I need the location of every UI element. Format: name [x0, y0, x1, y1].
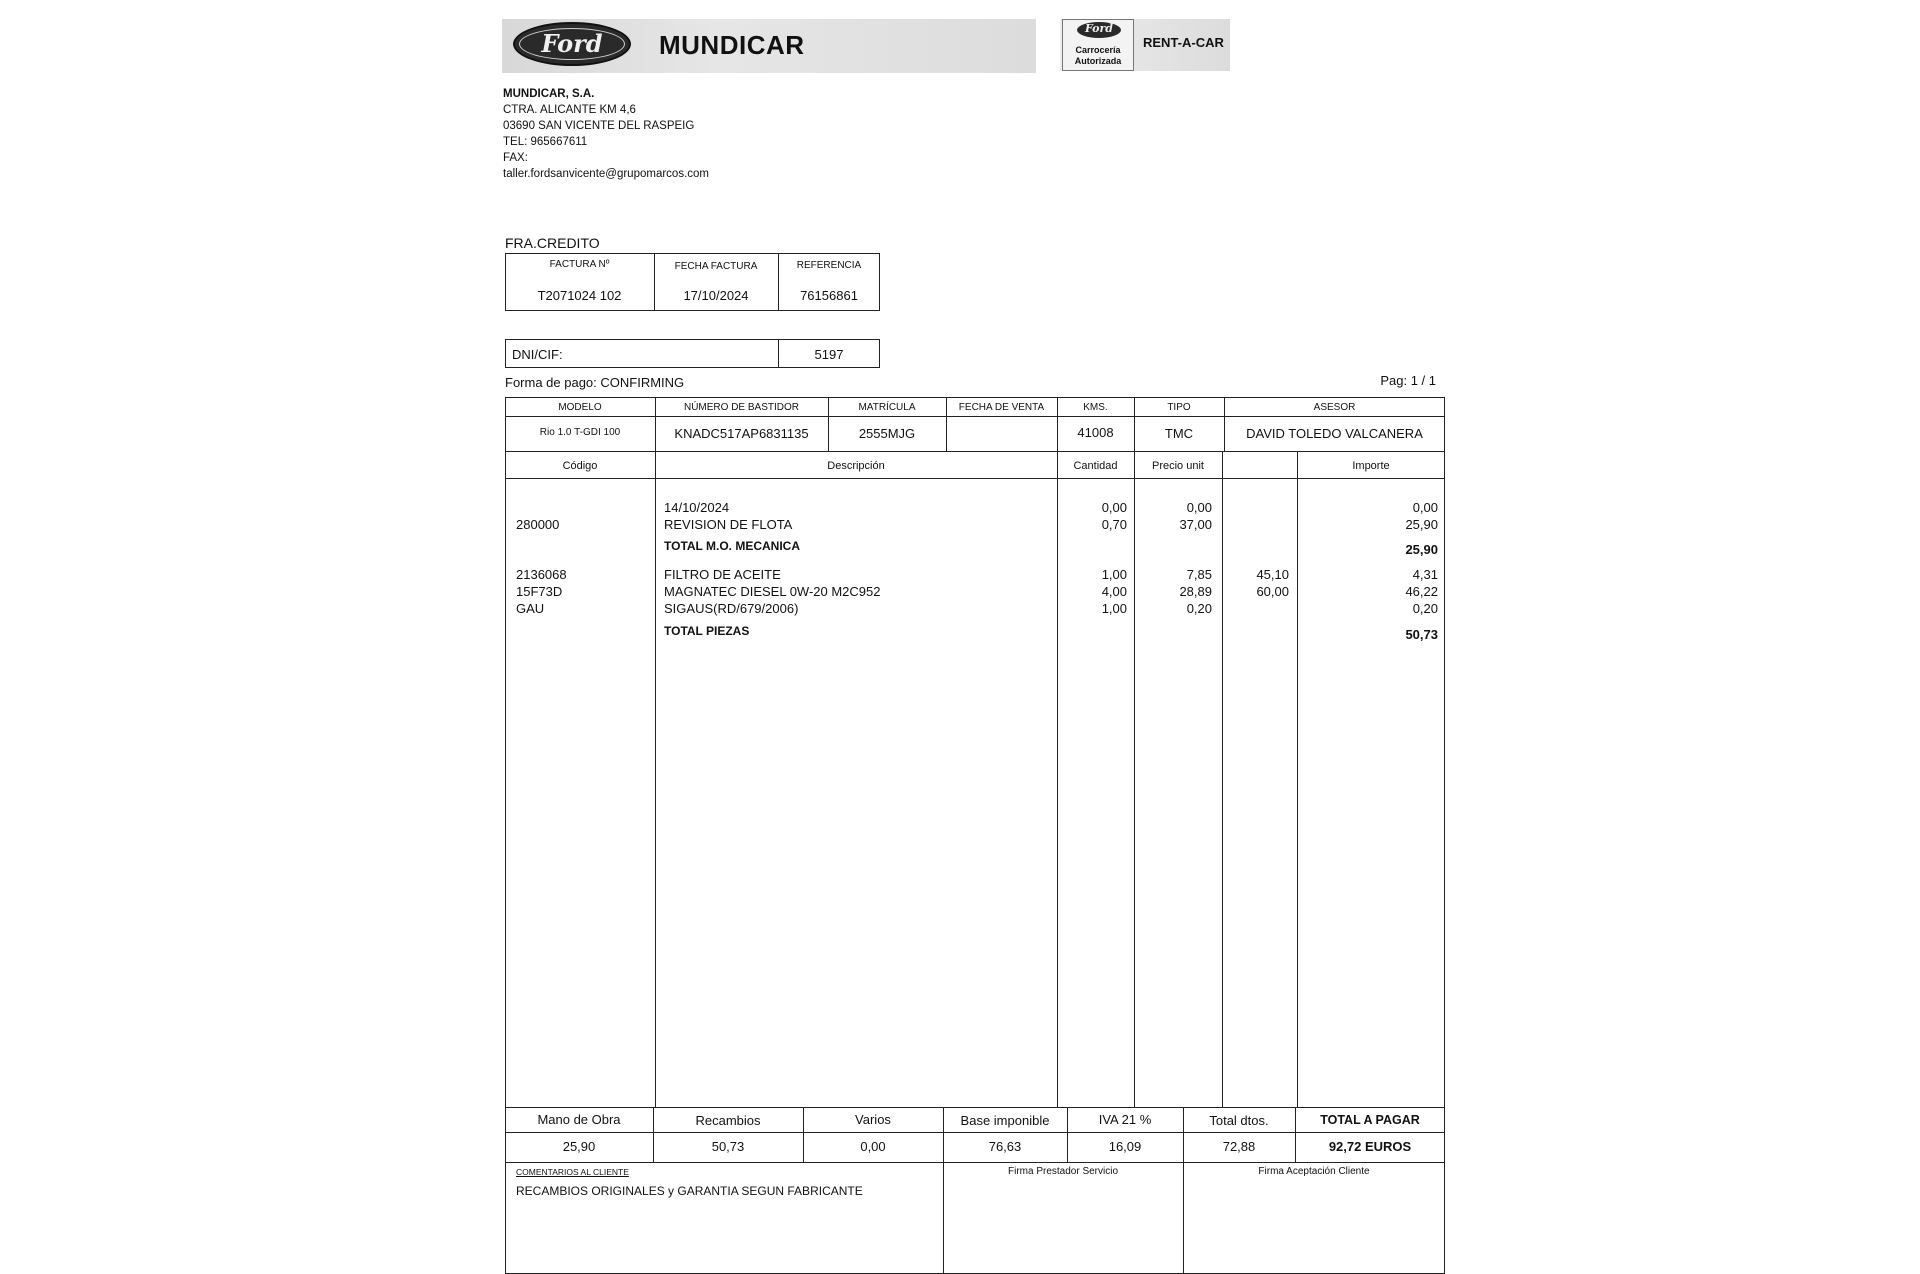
advisor-value: DAVID TOLEDO VALCANERA [1246, 426, 1423, 441]
bodyshop-badge [1062, 19, 1134, 71]
line-description: SIGAUS(RD/679/2006) [664, 601, 799, 616]
parts-value: 50,73 [711, 1139, 745, 1154]
line-price: 7,85 [1186, 567, 1212, 582]
parts-label: Recambios [695, 1113, 761, 1128]
line-amount: 0,20 [1412, 601, 1438, 616]
kms-label: KMS. [1083, 402, 1108, 413]
company-fax: FAX: [503, 152, 528, 164]
line-description: TOTAL M.O. MECANICA [664, 539, 800, 553]
labour-label: Mano de Obra [537, 1112, 621, 1127]
invoice-number-label: FACTURA Nº [549, 259, 610, 270]
vin-label: NÚMERO DE BASTIDOR [683, 402, 799, 413]
plate-label: MATRÍCULA [858, 402, 916, 413]
line-qty: 0,70 [1101, 517, 1127, 532]
company-address2: 03690 SAN VICENTE DEL RASPEIG [503, 120, 695, 132]
misc-label: Varios [855, 1112, 891, 1127]
line-price: 0,20 [1186, 601, 1212, 616]
payment-method: Forma de pago: CONFIRMING [505, 375, 685, 390]
client-signature-label: Firma Aceptación Cliente [1258, 1166, 1370, 1177]
vat-value: 16,09 [1108, 1139, 1142, 1154]
line-price: 28,89 [1179, 584, 1212, 599]
total-value: 92,72 EUROS [1328, 1139, 1412, 1154]
code-header: Código [562, 460, 598, 472]
line-description: FILTRO DE ACEITE [664, 567, 781, 582]
vin-value: KNADC517AP6831135 [674, 426, 809, 441]
base-label: Base imponible [960, 1113, 1050, 1128]
invoice-reference: 76156861 [800, 288, 858, 303]
plate-value: 2555MJG [858, 426, 916, 441]
line-description: MAGNATEC DIESEL 0W-20 M2C952 [664, 584, 881, 599]
provider-signature-label: Firma Prestador Servicio [1007, 1166, 1119, 1177]
model-value: Rio 1.0 T-GDI 100 [539, 427, 621, 438]
line-qty: 0,00 [1101, 500, 1127, 515]
description-header: Descripción [827, 460, 885, 472]
line-disc: 45,10 [1256, 567, 1289, 582]
vat-label: IVA 21 % [1098, 1112, 1152, 1127]
comments-text: RECAMBIOS ORIGINALES y GARANTIA SEGUN FABRICANTE [516, 1184, 863, 1198]
company-email: taller.fordsanvicente@grupomarcos.com [503, 168, 709, 180]
rent-a-car-label: RENT-A-CAR [1143, 35, 1224, 50]
line-description: REVISION DE FLOTA [664, 517, 793, 532]
line-code: 15F73D [516, 584, 563, 599]
ford-logo [513, 22, 631, 66]
company-name: MUNDICAR, S.A. [503, 88, 595, 100]
line-qty: 1,00 [1101, 601, 1127, 616]
invoice-reference-label: REFERENCIA [796, 260, 862, 271]
line-amount: 50,73 [1405, 627, 1438, 642]
company-info [503, 86, 709, 182]
line-description: 14/10/2024 [664, 500, 730, 515]
total-label: TOTAL A PAGAR [1320, 1113, 1420, 1127]
dni-label: DNI/CIF: [512, 347, 563, 362]
advisor-label: ASESOR [1313, 402, 1356, 413]
line-amount: 0,00 [1412, 500, 1438, 515]
labour-value: 25,90 [562, 1139, 596, 1154]
line-description: TOTAL PIEZAS [664, 624, 750, 638]
discounts-label: Total dtos. [1209, 1113, 1269, 1128]
type-label: TIPO [1167, 402, 1191, 413]
misc-value: 0,00 [860, 1139, 886, 1154]
comments-label: COMENTARIOS AL CLIENTE [516, 1167, 629, 1177]
page-number: Pag: 1 / 1 [1380, 373, 1436, 388]
discounts-value: 72,88 [1222, 1139, 1256, 1154]
line-amount: 25,90 [1405, 542, 1438, 557]
model-label: MODELO [558, 402, 602, 413]
unit-price-header: Precio unit [1152, 460, 1204, 472]
line-price: 37,00 [1179, 517, 1212, 532]
line-amount: 25,90 [1405, 517, 1438, 532]
line-qty: 4,00 [1101, 584, 1127, 599]
line-code: GAU [516, 601, 545, 616]
line-code: 2136068 [516, 567, 567, 582]
amount-header: Importe [1352, 460, 1390, 472]
badge-text: Carrocería Autorizada [1074, 45, 1122, 66]
invoice-date-label: FECHA FACTURA [674, 261, 758, 272]
line-price: 0,00 [1186, 500, 1212, 515]
company-tel: TEL: 965667611 [503, 136, 588, 148]
invoice-type: FRA.CREDITO [505, 235, 600, 251]
base-value: 76,63 [988, 1139, 1022, 1154]
line-amount: 4,31 [1412, 567, 1438, 582]
line-disc: 60,00 [1256, 584, 1289, 599]
ford-small-logo: Ford [1077, 22, 1121, 38]
ford-logo-text: Ford [541, 29, 603, 58]
line-amount: 46,22 [1405, 584, 1438, 599]
line-qty: 1,00 [1101, 567, 1127, 582]
line-code: 280000 [516, 517, 560, 532]
invoice-date: 17/10/2024 [683, 288, 749, 303]
kms-value: 41008 [1077, 425, 1114, 440]
company-address1: CTRA. ALICANTE KM 4,6 [503, 104, 636, 116]
qty-header: Cantidad [1073, 460, 1118, 472]
brand-name: MUNDICAR [659, 30, 805, 60]
type-value: TMC [1164, 426, 1194, 441]
invoice-number: T2071024 102 [537, 288, 622, 303]
dni-value: 5197 [814, 347, 844, 362]
sale-date-label: FECHA DE VENTA [958, 402, 1045, 413]
